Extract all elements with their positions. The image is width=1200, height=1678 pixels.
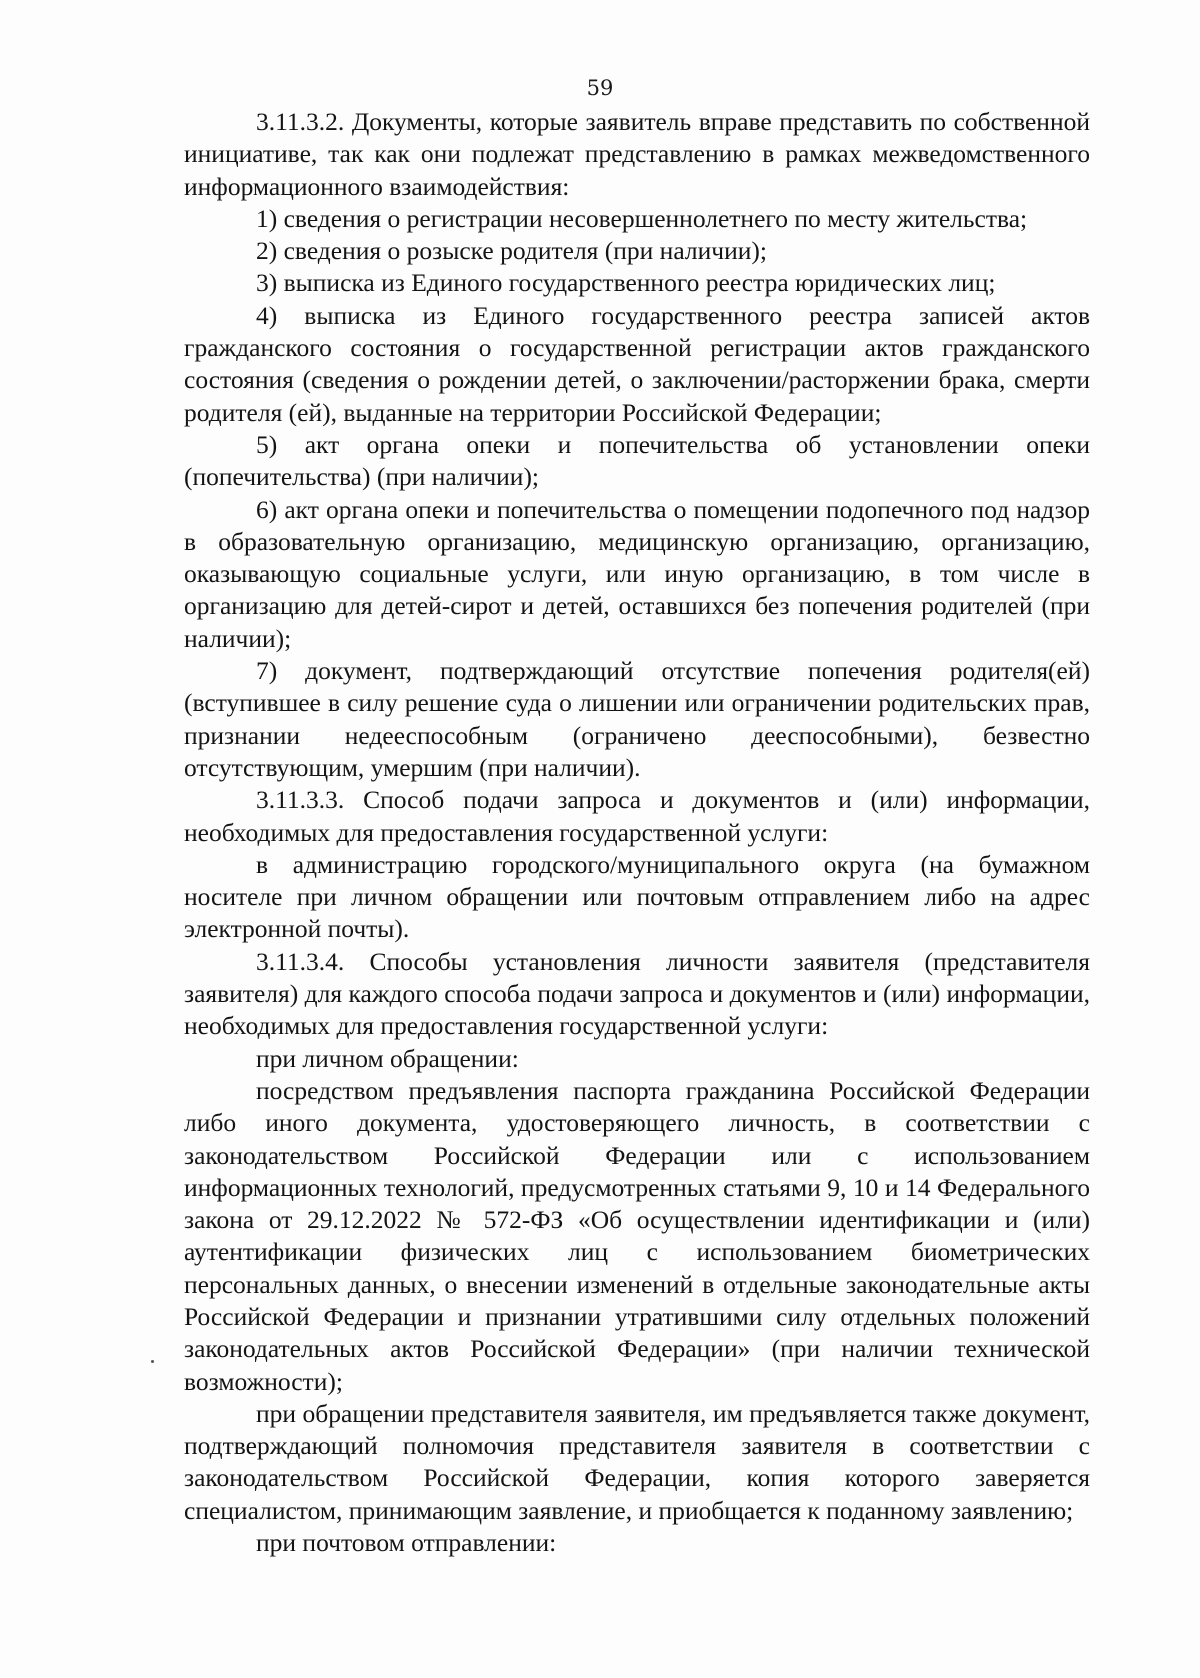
list-item-1: 1) сведения о регистрации несовершеннолетнего по месту жительства; [256,203,1028,233]
scan-speck [151,1360,154,1363]
page-number: 59 [586,76,614,100]
list-item-6: 6) акт органа опеки и попечительства о помещении подопечного под надзор в образовательную организацию, медицинскую организацию, организацию, оказывающую социальные услуги, или иную организацию, в том числе в организацию для детей-сирот и детей, оставшихся без попечения родителей (при наличии); [184,494,1090,653]
paragraph-3-11-3-3: 3.11.3.3. Способ подачи запроса и документов и (или) информации, необходимых для предоставления государственной услуги: [184,785,1090,847]
representative-text: при обращении представителя заявителя, им предъявляется также документ, подтверждающий полномочия представителя заявителя в соответствии с законодательством Российской Федерации, копия которого заверяется специалистом, принимающим заявление, и приобщается к поданному заявлению; [184,1398,1090,1525]
list-item-2: 2) сведения о розыске родителя (при наличии); [256,236,767,266]
list-item-5: 5) акт органа опеки и попечительства об установлении опеки (попечительства) (при наличии); [184,429,1090,492]
list-item-7: 7) документ, подтверждающий отсутствие попечения родителя(ей) (вступившее в силу решение суда о лишении или ограничении родительских прав, признании недееспособным (ограничено дееспособными), безвестно отсутствующим, умершим (при наличии). [184,656,1090,782]
document-body [184,106,1090,1559]
postal-heading: при почтовом отправлении: [256,1528,557,1558]
paragraph-3-11-3-2: 3.11.3.2. Документы, которые заявитель вправе представить по собственной инициативе, так как они подлежат представлению в рамках межведомственного информационного взаимодействия: [184,107,1090,201]
in-person-heading: при личном обращении: [256,1043,519,1073]
list-item-3: 3) выписка из Единого государственного реестра юридических лиц; [256,268,996,298]
list-item-4: 4) выписка из Единого государственного реестра записей актов гражданского состояния о государственной регистрации актов гражданского состояния (сведения о рождении детей, о заключении/расторжении брака, смерти родителя (ей), выданные на территории Российской Федерации; [184,300,1090,427]
paragraph-3-11-3-4: 3.11.3.4. Способы установления личности заявителя (представителя заявителя) для каждого способа подачи запроса и документов и (или) информации, необходимых для предоставления государственной услуги: [184,946,1090,1041]
submission-method-text: в администрацию городского/муниципального округа (на бумажном носителе при личном обращении или почтовым отправлением либо на адрес электронной почты). [184,849,1090,944]
in-person-text: посредством предъявления паспорта гражданина Российской Федерации либо иного документа, удостоверяющего личность, в соответствии с законодательством Российской Федерации или с использованием информационных технологий, предусмотренных статьями 9, 10 и 14 Федерального закона от 29.12.2022 № 572-ФЗ «Об осуществлении идентификации и (или) аутентификации физических лиц с использованием биометрических персональных данных, о внесении изменений в отдельные законодательные акты Российской Федерации и признании утратившими силу отдельных положений законодательных актов Российской Федерации» (при наличии технической возможности); [184,1075,1090,1396]
